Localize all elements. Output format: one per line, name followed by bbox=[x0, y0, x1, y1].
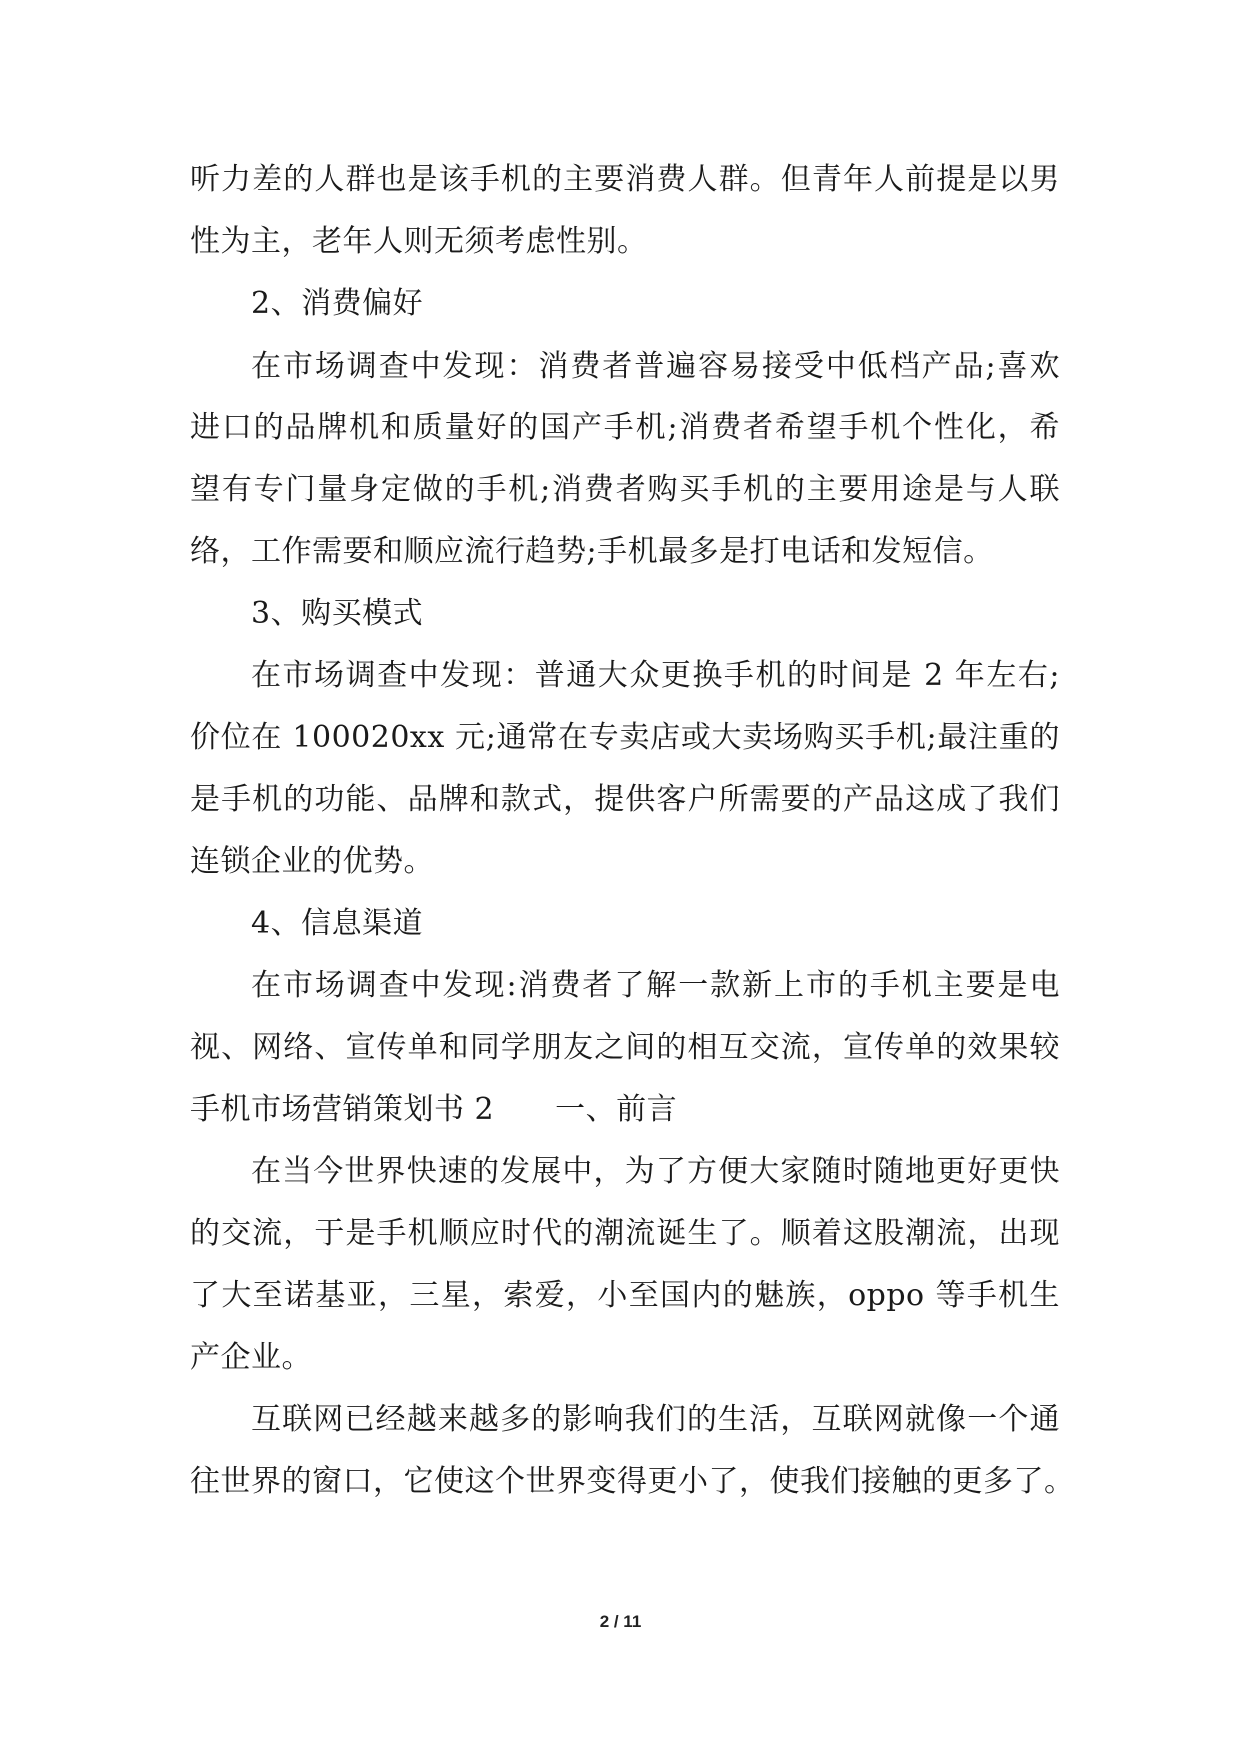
text-line: 互联网已经越来越多的影响我们的生活，互联网就像一个通 bbox=[251, 1402, 1060, 1437]
text-line: 进口的品牌机和质量好的国产手机;消费者希望手机个性化，希 bbox=[190, 410, 1060, 445]
text-line: 往世界的窗口，它使这个世界变得更小了，使我们接触的更多了。 bbox=[190, 1464, 1075, 1499]
text-line: 是手机的功能、品牌和款式，提供客户所需要的产品这成了我们 bbox=[190, 782, 1060, 817]
text-line: 连锁企业的优势。 bbox=[190, 844, 434, 879]
text-line: 在市场调查中发现:消费者了解一款新上市的手机主要是电 bbox=[251, 968, 1060, 1003]
text-line: 视、网络、宣传单和同学朋友之间的相互交流，宣传单的效果较 bbox=[190, 1030, 1060, 1065]
page-number: 2 / 11 bbox=[599, 1612, 642, 1631]
text-line: 了大至诺基亚，三星，索爱，小至国内的魅族，oppo 等手机生 bbox=[190, 1278, 1060, 1313]
text-line: 络，工作需要和顺应流行趋势;手机最多是打电话和发短信。 bbox=[190, 534, 994, 569]
text-line: 性为主，老年人则无须考虑性别。 bbox=[190, 224, 648, 259]
text-line: 的交流，于是手机顺应时代的潮流诞生了。顺着这股潮流，出现 bbox=[190, 1216, 1060, 1251]
text-line: 在市场调查中发现：消费者普遍容易接受中低档产品;喜欢 bbox=[251, 349, 1060, 384]
text-line: 在市场调查中发现：普通大众更换手机的时间是 2 年左右; bbox=[251, 658, 1060, 693]
text-line: 价位在 100020xx 元;通常在专卖店或大卖场购买手机;最注重的 bbox=[190, 720, 1060, 755]
section-heading-preface: 手机市场营销策划书 2 一、前言 bbox=[190, 1092, 678, 1127]
text-line: 在当今世界快速的发展中，为了方便大家随时随地更好更快 bbox=[251, 1154, 1060, 1189]
section-heading-purchase-pattern: 3、购买模式 bbox=[251, 596, 424, 631]
text-line: 听力差的人群也是该手机的主要消费人群。但青年人前提是以男 bbox=[190, 162, 1060, 197]
section-heading-information-channels: 4、信息渠道 bbox=[251, 906, 424, 941]
text-line: 望有专门量身定做的手机;消费者购买手机的主要用途是与人联 bbox=[190, 472, 1060, 507]
section-heading-consumer-preference: 2、消费偏好 bbox=[251, 286, 424, 321]
text-line: 产企业。 bbox=[190, 1340, 312, 1375]
